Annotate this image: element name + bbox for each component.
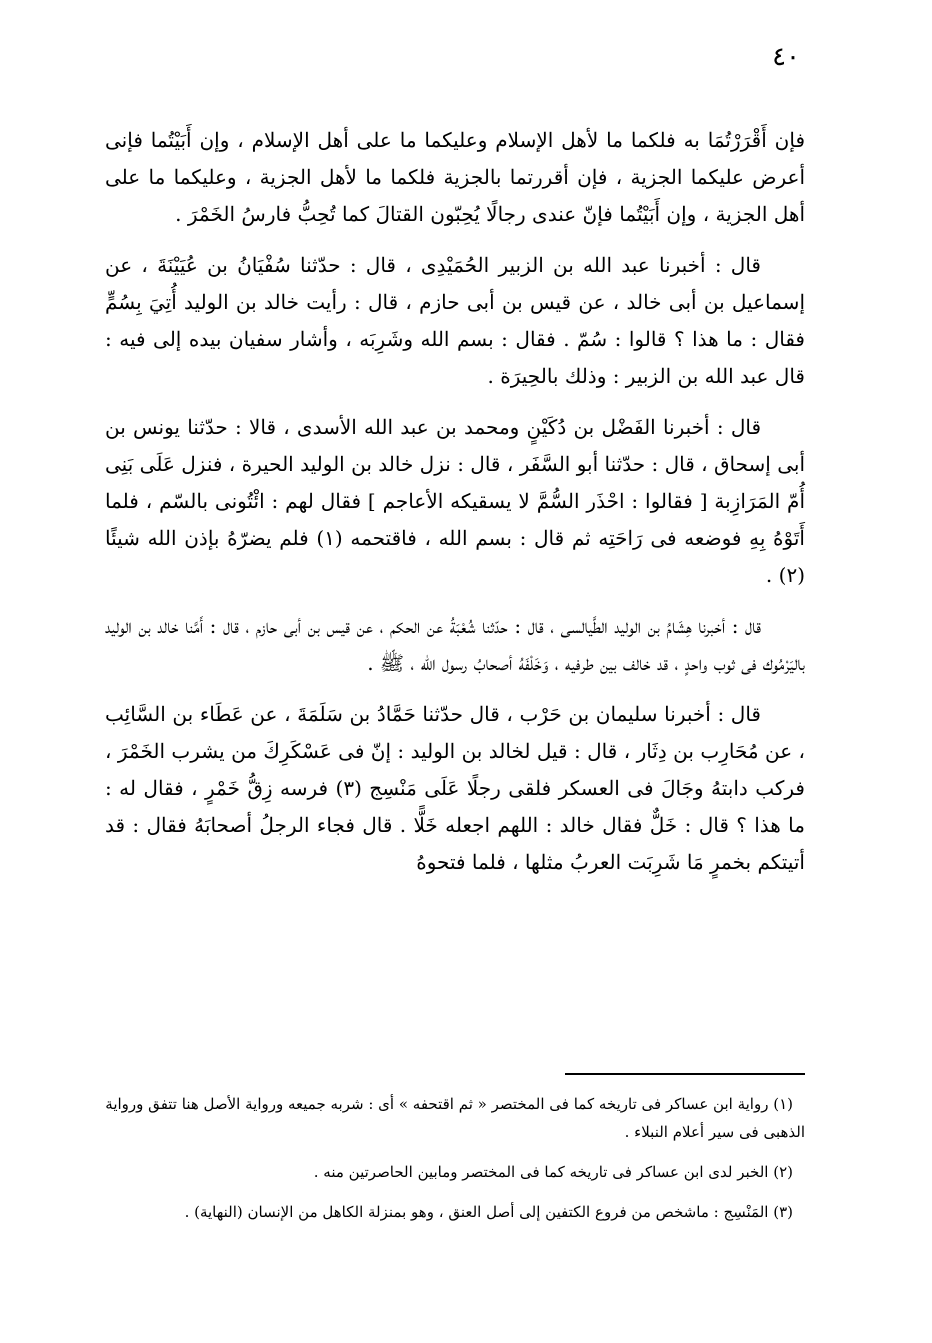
paragraph-4: قال : أخبرنا هِشَامُ بن الوليد الطَّيالسى ، قال : حدّثنا شُعْبَةُ عن الحكم ، عن قيس بن أبى حازم ، قال : أَمَّنا خالد بن الوليد باليَرْمُوك فى ثوب واحدٍ ، قد خالف بين طرفيه ، وَخَلْفَهُ أصحابُ رسول الله ، ﷺ . (105, 614, 805, 675)
footnote-2: (٢) الخبر لدى ابن عساكر فى تاريخه كما فى المختصر ومابين الحاصرتين منه . (313, 1163, 793, 1181)
paragraph-3: قال : أخبرنا الفَضْل بن دُكَيْنٍ ومحمد بن عبد الله الأسدى ، قالا : حدّثنا يونس بن أبى إسحاق ، قال : حدّثنا أبو السَّفَر ، قال : نزل خالد بن الوليد الحيرة ، فنزل عَلَى بَنِى أُمّ المَرَازِبة [ فقالوا : احْذَر السُّمَّ لا يسقيكه الأعاجم ] فقال لهم : ائْتُونى بالسّم ، فلما أَتَوْهُ بِهِ فوضعه فى رَاحَتِه ثم قال : بسم الله ، فاقتحمه (١) فلم يضرّهُ بإذن الله شيئًا (٢) . (105, 415, 805, 587)
footnote-divider (565, 1073, 805, 1075)
paragraph-2: قال : أخبرنا عبد الله بن الزبير الحُمَيْدِى ، قال : حدّثنا سُفْيَانُ بن عُيَيْنَةَ ، عن إسماعيل بن أبى خالد ، عن قيس بن أبى حازم ، قال : رأيت خالد بن الوليد أُتِيَ بِسُمٍّ فقال : ما هذا ؟ قالوا : سُمّ . فقال : بسم الله وشَرِبَه ، وأشار سفيان بيده إلى فيه : قال عبد الله بن الزبير : وذلك بالحِيرَة . (105, 253, 805, 388)
main-text (105, 122, 805, 881)
footnotes (105, 1090, 805, 1238)
footnote-1: (١) رواية ابن عساكر فى تاريخه كما فى المختصر « ثم اقتحفه » أى : شربه جميعه ورواية الأصل هنا تتفق ورواية الذهبى فى سير أعلام النبلاء . (105, 1095, 805, 1141)
footnote-3: (٣) المَنْسِج : ماشخص من فروع الكتفين إلى أصل العنق ، وهو بمنزلة الكاهل من الإنسان (النهاية) . (184, 1203, 793, 1221)
paragraph-1: فإن أَقْرَرْتُمَا به فلكما ما لأهل الإسلام وعليكما ما على أهل الإسلام ، وإن أَبَيْتُما فإنى أعرض عليكما الجزية ، فإن أقررتما بالجزية فلكما ما لأهل الجزية ، وعليكما ما على أهل الجزية ، وإن أَبَيْتُما فإنّ عندى رجالًا يُحِبّون القتالَ كما تُحِبُّ فارسُ الخَمْرَ . (105, 128, 805, 226)
paragraph-5: قال : أخبرنا سليمان بن حَرْب ، قال حدّثنا حَمَّادُ بن سَلَمَةَ ، عن عَطَاء بن السَّائِب ، عن مُحَارِب بن دِثَار ، قال : قيل لخالد بن الوليد : إنّ فى عَسْكَرِكَ من يشرب الخَمْرَ ، فركب دابتهُ وجَالَ فى العسكر فلقى رجلًا عَلَى مَنْسِج (٣) فرسه زِقُّ خَمْرٍ ، فقال له : ما هذا ؟ قال : خَلٌّ فقال خالد : اللهم اجعله خَلًّا . قال فجاء الرجلُ أصحابَهُ فقال : قد أتيتكم بخمرٍ مَا شَرِبَت العربُ مثلها ، فلما فتحوهُ (105, 702, 805, 874)
page-number: ٤٠ (772, 42, 800, 72)
